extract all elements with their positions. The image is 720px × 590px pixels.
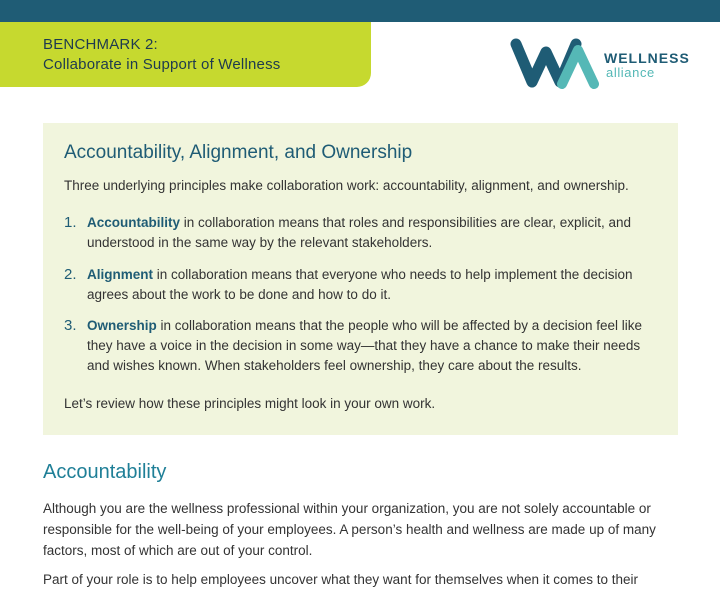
wellness-alliance-logo: [510, 38, 690, 90]
principles-outro: Let’s review how these principles might look in your own work.: [64, 396, 436, 411]
wa-monogram-icon: [510, 38, 602, 90]
benchmark-title: Collaborate in Support of Wellness: [43, 56, 281, 73]
logo-subtitle: alliance: [606, 65, 655, 80]
paragraph: Although you are the wellness professional within your organization, you are not solely accountable or responsible for the well-being of your employees. A person’s health and wellness are made up of many factors, most of which are out of your control.: [43, 501, 656, 558]
top-bar: [0, 0, 720, 22]
benchmark-tab: [0, 22, 371, 87]
list-number: 1.: [64, 214, 77, 231]
list-number: 2.: [64, 266, 77, 283]
benchmark-label: BENCHMARK 2:: [43, 36, 158, 53]
paragraph: Part of your role is to help employees uncover what they want for themselves when it comes to their: [43, 572, 639, 587]
item-text: in collaboration means that everyone who needs to help implement the decision agrees about the work to be done and how to do it.: [87, 267, 633, 302]
term-ownership: Ownership: [87, 318, 157, 333]
logo-wordmark: WELLNESS: [604, 50, 690, 66]
term-alignment: Alignment: [87, 267, 153, 282]
list-number: 3.: [64, 317, 77, 334]
item-text: in collaboration means that the people who will be affected by a decision feel like they have a voice in the decision in some way—that they have a chance to make their needs and wishes known. When stakeholders feel ownership, they care about the results.: [87, 318, 643, 373]
principles-box: [43, 123, 678, 435]
item-text: in collaboration means that roles and responsibilities are clear, explicit, and understood in the same way by the relevant stakeholders.: [87, 215, 632, 250]
principles-title: Accountability, Alignment, and Ownership: [64, 142, 413, 163]
principles-intro: Three underlying principles make collaboration work: accountability, alignment, and ownership.: [64, 178, 629, 193]
term-accountability: Accountability: [87, 215, 181, 230]
section-heading: Accountability: [43, 461, 167, 483]
